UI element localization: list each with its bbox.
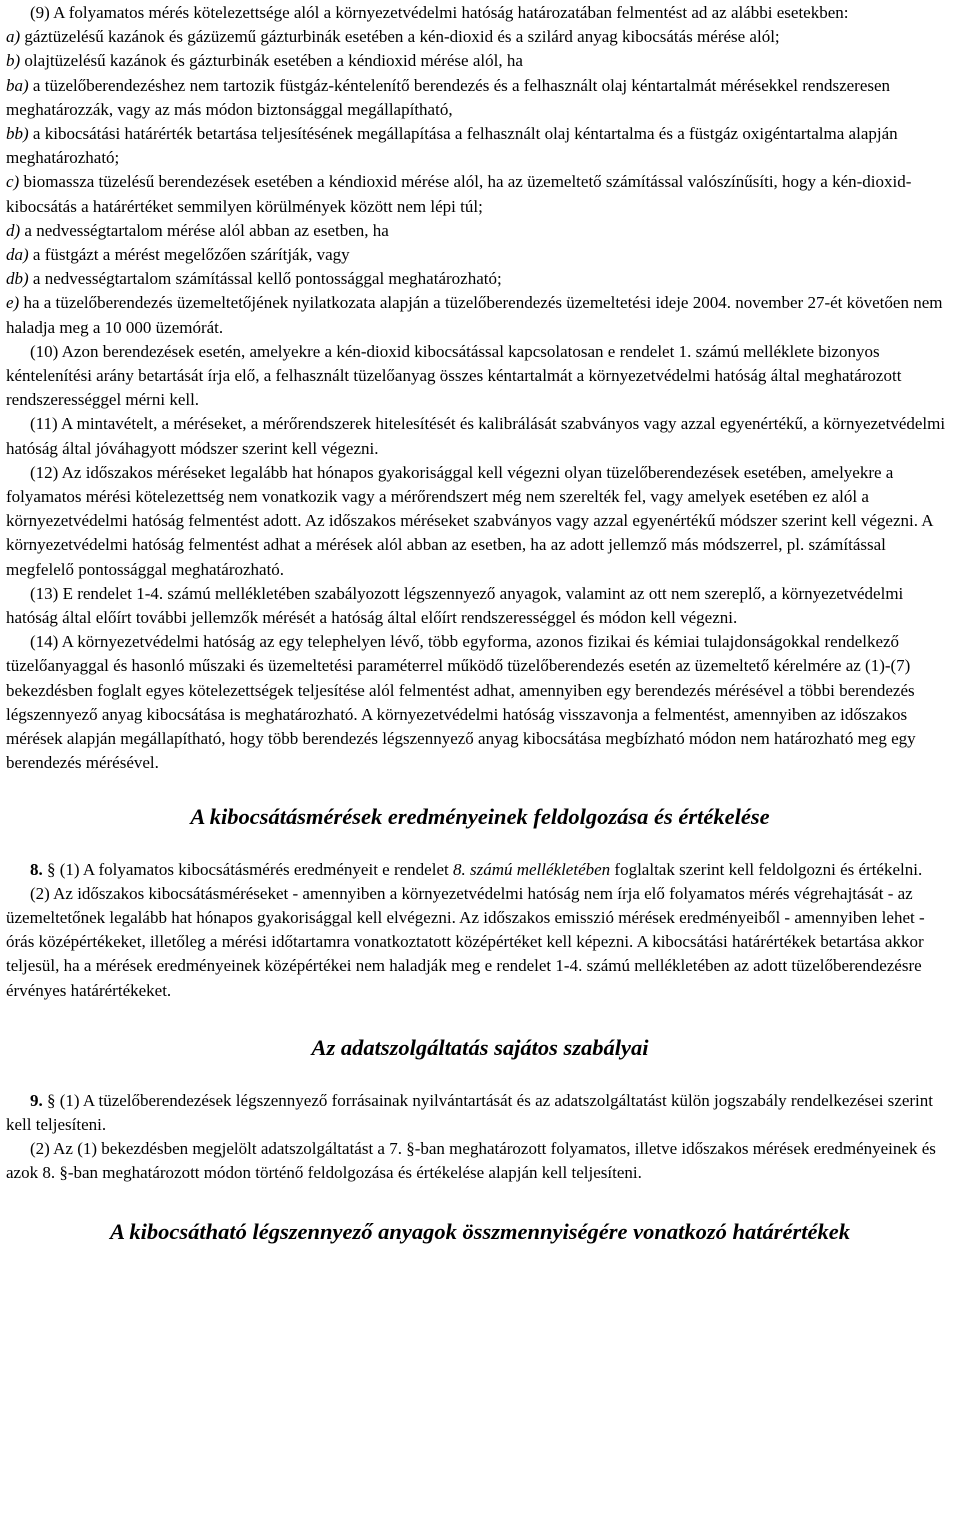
paragraph-12: (12) Az időszakos méréseket legalább hat hónapos gyakorisággal kell végezni olyan tüzelőberendezések esetében, amelyekre a folyamatos mérési kötelezettség nem vonatkozik vagy a mérőrendszert még nem szerelték fel, vagy amelyek esetében ez alól a környezetvédelmi hatóság felmentést adott. Az időszakos méréseket szabványos vagy azzal egyenértékű módszer szerint kell végezni. A környezetvédelmi hatóság felmentést adhat a mérések alól abban az esetben, ha az adott jellemző más módszerrel, pl. számítással megfelelő pontossággal meghatározható. xyxy=(6,462,933,579)
section-8-paragraph-2: (2) Az időszakos kibocsátásméréseket - amennyiben a környezetvédelmi hatóság nem írja elő folyamatos mérés végrehajtását - az üzemeltetőnek legalább hat hónapos gyakorisággal kell elvégezni. Az időszakos emisszió mérések eredményeiből - amennyiben lehet - órás középértékeket, illetőleg a mérési időtartamra vonatkoztatott középértéket kell képezni. A kibocsátási határértékek betartása akkor teljesül, ha a mérések eredményeinek középértékei nem haladják meg e rendelet 1-4. számú mellékletében az adott tüzelőberendezésre érvényes határértékeket. xyxy=(6,883,925,1000)
item-bb-text: a kibocsátási határérték betartása teljesítésének megállapítása a felhasznált olaj kéntartalma és a füstgáz oxigéntartalma alapján meghatározható; xyxy=(6,124,898,168)
item-d-text: a nedvességtartalom mérése alól abban az esetben, ha xyxy=(20,220,389,240)
section-9-paragraph-1 xyxy=(6,1089,954,1137)
item-a xyxy=(6,25,954,49)
item-a-text: gáztüzelésű kazánok és gázüzemű gázturbinák esetében a kén-dioxid és a szilárd anyag kibocsátás mérése alól; xyxy=(20,27,780,47)
paragraph-11: (11) A mintavételt, a méréseket, a mérőrendszerek hitelesítését és kalibrálását szabványos vagy azzal egyenértékű, a környezetvédelmi hatóság által jóváhagyott módszer szerint kell végezni. xyxy=(6,414,946,458)
item-ba xyxy=(6,74,954,122)
item-e-label: e) xyxy=(6,293,20,313)
section-9-p1-text: § (1) A tüzelőberendezések légszennyező forrásainak nyilvántartását és az adatszolgáltatást külön jogszabály rendelkezései szerint kell teljesíteni. xyxy=(6,1090,933,1134)
section-8-p1-start: § (1) A folyamatos kibocsátásmérés eredményeit e rendelet xyxy=(42,859,453,879)
section-8-p1-annex-ref: 8. számú mellékletében xyxy=(452,859,611,879)
section-8-p1-end: foglaltak szerint kell feldolgozni és értékelni. xyxy=(610,859,923,879)
section-8-number: 8. xyxy=(30,859,43,879)
item-e-text: ha a tüzelőberendezés üzemeltetőjének nyilatkozata alapján a tüzelőberendezés üzemeltetési ideje 2004. november 27-ét követően nem haladja meg a 10 000 üzemórát. xyxy=(6,293,943,337)
paragraph-9-intro: (9) A folyamatos mérés kötelezettsége alól a környezetvédelmi hatóság határozatában felmentést ad az alábbi esetekben: xyxy=(30,3,849,22)
item-e xyxy=(6,291,954,339)
item-ba-text: a tüzelőberendezéshez nem tartozik füstgáz-kéntelenítő berendezés és a felhasznált olaj kéntartalmát mérésekkel rendszeresen meghatározzák, vagy az más módon biztonsággal megállapítható, xyxy=(6,75,891,119)
section-9 xyxy=(6,1089,954,1186)
item-bb xyxy=(6,122,954,170)
paragraph-13: (13) E rendelet 1-4. számú mellékletében szabályozott légszennyező anyagok, valamint az ott nem szereplő, a környezetvédelmi hatóság által előírt további jellemzők mérését a hatóság által előírt rendszerességgel és módon kell végezni. xyxy=(6,583,904,628)
item-db xyxy=(6,267,954,291)
item-b xyxy=(6,49,954,73)
item-da xyxy=(6,243,954,267)
item-b-text: olajtüzelésű kazánok és gázturbinák esetében a kéndioxid mérése alól, ha xyxy=(20,51,523,71)
section-heading-evaluation: A kibocsátásmérések eredményeinek feldolgozása és értékelése xyxy=(190,803,770,829)
section-heading-data-reporting: Az adatszolgáltatás sajátos szabályai xyxy=(311,1034,649,1060)
item-c xyxy=(6,170,954,218)
item-d-label: d) xyxy=(6,220,21,240)
item-da-text: a füstgázt a mérést megelőzően szárítják, vagy xyxy=(28,245,350,265)
item-b-label: b) xyxy=(6,51,21,71)
item-da-label: da) xyxy=(6,245,29,265)
section-heading-emission-limits: A kibocsátható légszennyező anyagok összmennyiségére vonatkozó határértékek xyxy=(109,1218,850,1244)
item-c-label: c) xyxy=(6,172,20,192)
item-db-label: db) xyxy=(6,269,29,289)
item-c-text: biomassza tüzelésű berendezések esetében a kéndioxid mérése alól, ha az üzemeltető számítással valószínűsíti, hogy a kén-dioxid-kibocsátás a határértéket semmilyen körülmények között nem lépi túl; xyxy=(6,172,912,216)
paragraph-14: (14) A környezetvédelmi hatóság az egy telephelyen lévő, több egyforma, azonos fizikai és kémiai tulajdonságokkal rendelkező tüzelőanyaggal és hasonló műszaki és üzemeltetési paraméterrel működő tüzelőberendezés esetén az üzemeltető kérelmére az (1)-(7) bekezdésben foglalt egyes kötelezettségek teljesítése alól felmentést adhat, amennyiben egy berendezés mérésével a többi berendezés légszennyező anyag kibocsátása is meghatározható. A környezetvédelmi hatóság visszavonja a felmentést, amennyiben az időszakos mérések alapján megállapítható, hogy több berendezés légszennyező anyag kibocsátása megbízható módon nem határozható meg egy berendezés mérésével. xyxy=(6,632,916,773)
section-9-number: 9. xyxy=(30,1090,43,1110)
paragraph-10: (10) Azon berendezések esetén, amelyekre a kén-dioxid kibocsátással kapcsolatosan e rendelet 1. számú melléklete bizonyos kéntelenítési arány betartását írja elő, a felhasznált tüzelőanyag összes kéntartalmát a környezetvédelmi hatóság által meghatározott rendszerességgel mérni kell. xyxy=(6,341,902,410)
section-9-paragraph-2: (2) Az (1) bekezdésben megjelölt adatszolgáltatást a 7. §-ban meghatározott folyamatos, illetve időszakos mérések eredményeinek és azok 8. §-ban meghatározott módon történő feldolgozása és értékelése alapján kell teljesíteni. xyxy=(6,1139,936,1183)
section-8-paragraph-1 xyxy=(6,858,954,882)
item-d xyxy=(6,219,954,243)
item-ba-label: ba) xyxy=(6,75,29,95)
item-a-label: a) xyxy=(6,27,21,47)
section-7-continuation xyxy=(6,0,954,776)
item-bb-label: bb) xyxy=(6,124,29,144)
section-8 xyxy=(6,858,954,1003)
item-db-text: a nedvességtartalom számítással kellő pontossággal meghatározható; xyxy=(28,269,502,289)
